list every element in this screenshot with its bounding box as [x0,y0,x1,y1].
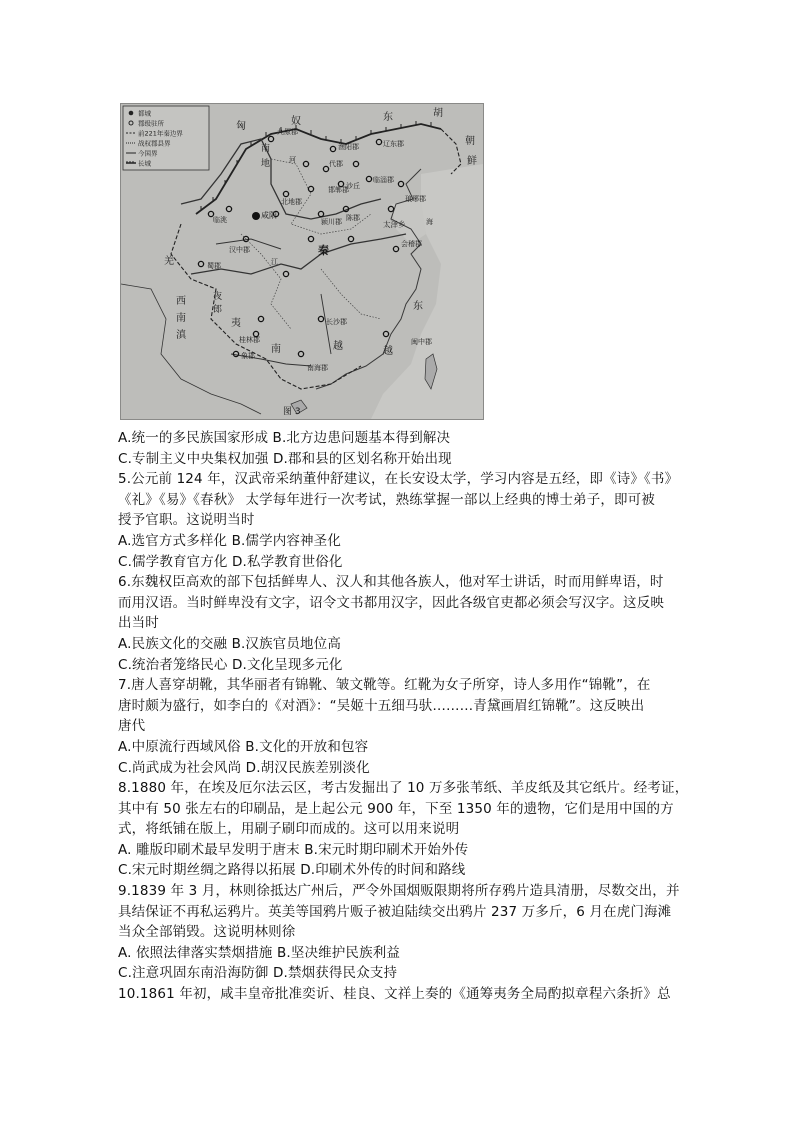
question-text [118,428,688,1005]
text-line: 10.1861 年初，咸丰皇帝批准奕䜣、桂良、文祥上奏的《通筹夷务全局酌拟章程六条折》总 [118,986,671,1003]
svg-text:九原郡: 九原郡 [277,128,298,136]
svg-text:海: 海 [426,218,433,226]
text-line: 6.东魏权臣高欢的部下包括鲜卑人、汉人和其他各族人，他对军士讲话，时而用鲜卑语，时 [118,574,664,591]
svg-text:咸阳: 咸阳 [261,211,277,220]
text-line: 9.1839 年 3 月，林则徐抵达广州后，严令外国烟贩限期将所存鸦片造具清册，尽数交出，并 [118,883,680,900]
svg-text:朝: 朝 [465,136,475,147]
svg-text:夷: 夷 [231,318,241,329]
svg-text:蜀郡: 蜀郡 [207,262,221,270]
text-line: A.选官方式多样化 B.儒学内容神圣化 [118,532,341,549]
text-line: 当众全部销毁。这说明林则徐 [118,924,296,941]
text-line: 而用汉语。当时鲜卑没有文字，诏令文书都用汉字，因此各级官吏都必须会写汉字。这反映 [118,594,664,611]
svg-text:东: 东 [383,112,393,123]
svg-text:太泽乡: 太泽乡 [383,220,406,229]
svg-text:闽中郡: 闽中郡 [411,338,432,346]
text-line: C.注意巩固东南沿海防御 D.禁烟获得民众支持 [118,965,398,982]
svg-text:东: 东 [413,301,423,312]
text-line: A.民族文化的交融 B.汉族官员地位高 [118,635,341,652]
capital-xianyang-marker [252,212,260,220]
svg-text:羌: 羌 [164,256,174,267]
svg-text:邯郸郡: 邯郸郡 [328,186,349,194]
svg-text:陈郡: 陈郡 [346,214,360,222]
svg-text:象郡: 象郡 [241,352,255,360]
svg-text:南: 南 [261,144,271,154]
text-line: A.统一的多民族国家形成 B.北方边患问题基本得到解决 [118,430,451,446]
svg-text:桂林郡: 桂林郡 [239,336,260,344]
svg-text:代郡: 代郡 [329,160,343,168]
text-line: C.儒学教育官方化 D.私学教育世俗化 [118,553,343,570]
text-line: 唐时颇为盛行，如李白的《对酒》：“吴姬十五细马驮………青黛画眉红锦靴”。这反映出 [118,697,645,714]
text-line: 《礼》《易》《春秋》 太学每年进行一次考试，熟练掌握一部以上经典的博士弟子，即可被 [118,491,655,508]
svg-text:滇: 滇 [176,330,186,341]
legend-capital: 都城 [138,109,151,118]
svg-text:辽东郡: 辽东郡 [383,140,404,148]
svg-text:长沙郡: 长沙郡 [326,318,347,326]
text-line: C.宋元时期丝绸之路得以拓展 D.印刷术外传的时间和路线 [118,862,466,879]
svg-text:郎: 郎 [213,305,223,315]
svg-text:河: 河 [289,156,296,164]
svg-text:西: 西 [176,296,186,307]
text-line: 其中有 50 张左右的印刷品，是上起公元 900 年，下至 1350 年的遗物，它们是用中国的方 [118,800,674,817]
text-line: A. 雕版印刷术最早发明于唐末 B.宋元时期印刷术开始外传 [118,841,469,858]
qin-dynasty-map [121,104,483,419]
legend-modern-border: 今国界 [138,149,158,158]
svg-text:琅琊郡: 琅琊郡 [405,195,426,203]
svg-text:南: 南 [176,313,186,324]
svg-text:沙丘: 沙丘 [346,182,360,190]
text-line: C.尚武成为社会风尚 D.胡汉民族差别淡化 [118,759,370,776]
svg-text:会稽郡: 会稽郡 [401,240,422,248]
svg-text:南: 南 [271,344,281,355]
svg-text:奴: 奴 [291,116,301,127]
svg-text:临淄郡: 临淄郡 [373,176,394,184]
text-line: 式，将纸铺在版上，用刷子刷印而成的。这可以用来说明 [118,821,460,838]
svg-text:汉中郡: 汉中郡 [229,246,250,254]
text-line: 出当时 [118,615,159,632]
svg-text:颍川郡: 颍川郡 [321,218,342,226]
text-line: C.统治者笼络民心 D.文化呈现多元化 [118,656,343,673]
svg-text:越: 越 [333,341,343,352]
svg-text:临洮: 临洮 [213,216,227,224]
svg-text:胡: 胡 [433,108,443,119]
text-line: A.中原流行西域风俗 B.文化的开放和包容 [118,738,369,755]
historical-map-figure [120,103,484,420]
text-line: 授予官职。这说明当时 [118,512,255,529]
svg-text:地: 地 [261,159,271,169]
text-line: C.专制主义中央集权加强 D.郡和县的区划名称开始出现 [118,450,452,467]
svg-text:渔阳郡: 渔阳郡 [338,143,359,151]
text-line: 8.1880 年，在埃及厄尔法云区，考古发掘出了 10 万多张苇纸、羊皮纸及其它纸片。经考证， [118,780,689,797]
svg-text:江: 江 [271,258,278,266]
text-line: 5.公元前 124 年，汉武帝采纳董仲舒建议，在长安设太学，学习内容是五经，即《诗》《书》 [118,471,679,488]
text-line: 具结保证不再私运鸦片。英美等国鸦片贩子被迫陆续交出鸦片 237 万多斤，6 月在虎门海滩 [118,903,672,920]
legend-commandery-seat: 郡级驻所 [138,119,164,128]
svg-text:匈: 匈 [236,121,246,132]
svg-text:南海郡: 南海郡 [307,364,328,372]
legend-commandery-border: 战权郡县界 [138,139,171,148]
svg-text:秦: 秦 [318,244,329,257]
svg-text:鲜: 鲜 [467,156,477,167]
text-line: A. 依照法律落实禁烟措施 B.坚决维护民族利益 [118,944,401,961]
svg-text:越: 越 [383,346,393,357]
legend-great-wall: 长城 [138,159,151,168]
svg-text:夜: 夜 [213,292,223,302]
svg-text:北地郡: 北地郡 [281,198,302,206]
text-line: 7.唐人喜穿胡靴，其华丽者有锦靴、皱文靴等。红靴为女子所穿，诗人多用作“锦靴”，在 [118,677,651,694]
text-line: 唐代 [118,718,146,735]
legend-qin-border: 前221年秦边界 [138,129,183,138]
map-caption: 图 3 [283,407,301,417]
